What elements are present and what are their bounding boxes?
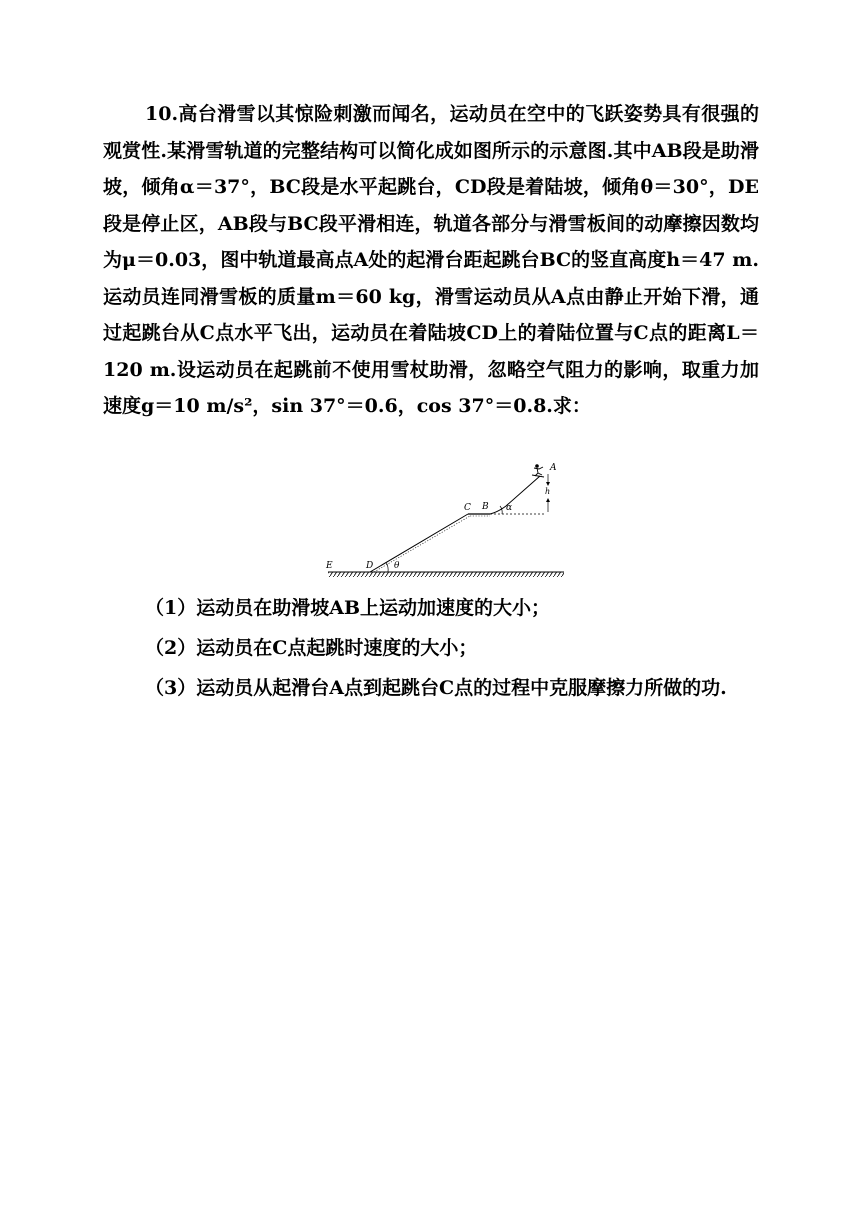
question-3: （3）运动员从起滑台A点到起跳台C点的过程中克服摩擦力所做的功.: [145, 677, 727, 699]
question-1: （1）运动员在助滑坡AB上运动加速度的大小；: [145, 597, 551, 619]
label-d: D: [366, 561, 374, 571]
label-h: h: [545, 487, 551, 496]
ski-track-diagram: [322, 456, 570, 584]
label-alpha: α: [506, 503, 513, 513]
label-b: B: [482, 502, 489, 512]
label-e: E: [326, 561, 333, 571]
question-2: （2）运动员在C点起跳时速度的大小；: [145, 637, 478, 659]
skier-icon: [532, 464, 544, 477]
label-c: C: [464, 503, 471, 513]
problem-statement: [103, 96, 759, 425]
questions: [103, 588, 759, 708]
landing-slope-cd: [370, 514, 468, 572]
problem-text: 高台滑雪以其惊险刺激而闻名，运动员在空中的飞跃姿势具有很强的观赏性.某滑雪轨道的完整结构可以简化成如图所示的示意图.其中AB段是助滑坡，倾角α＝37°，BC段是水平起跳台，CD段是着陆坡，倾角θ＝30°，DE段是停止区，AB段与BC段平滑相连，轨道各部分与滑雪板间的动摩擦因数均为μ＝0.03，图中轨道最高点A处的起滑台距起跳台BC的竖直高度h＝47 m.运动员连同滑雪板的质量m＝60 kg，滑雪运动员从A点由静止开始下滑，通过起跳台从C点水平飞出，运动员在着陆坡CD上的着陆位置与C点的距离L＝120 m.设运动员在起跳前不使用雪杖助滑，忽略空气阻力的影响，取重力加速度g＝10 m/s²，sin 37°＝0.6，cos 37°＝0.8.求：: [103, 103, 759, 417]
problem-number: 10.: [145, 103, 179, 125]
theta-arc: [386, 562, 388, 572]
label-a: A: [550, 463, 557, 473]
inrun-slope-ab: [490, 476, 540, 514]
ground-hatching: [328, 572, 564, 577]
label-theta: θ: [394, 561, 400, 571]
